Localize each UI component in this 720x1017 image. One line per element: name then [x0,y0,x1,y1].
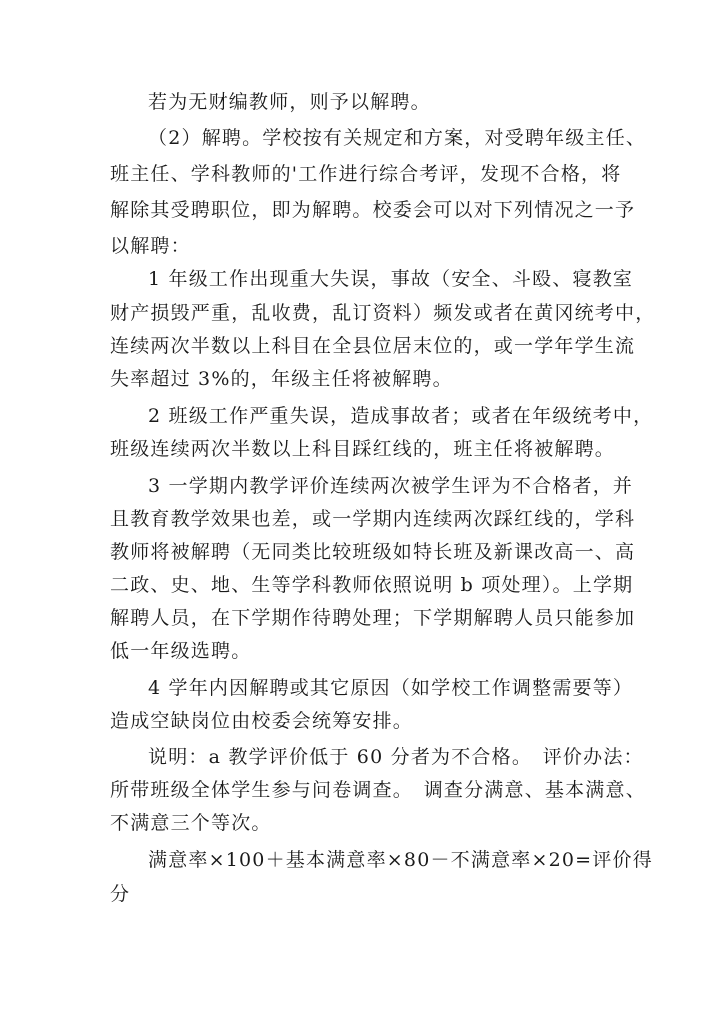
text-line: 低一年级选聘。 [110,640,252,662]
text-line: 所带班级全体学生参与问卷调查。 调查分满意、基本满意、 [110,779,646,801]
text-line: 3 一学期内教学评价连续两次被学生评为不合格者，并 [148,475,634,497]
text-line: 满意率×100＋基本满意率×80－不满意率×20=评价得 [148,849,653,871]
text-line: 说明：a 教学评价低于 60 分者为不合格。 评价办法： [148,746,644,768]
text-line: 二政、史、地、生等学科教师依照说明 b 项处理）。上学期 [110,574,634,596]
text-line: 且教育教学效果也差，或一学期内连续两次踩红线的，学科 [110,508,636,530]
text-line: 班主任、学科教师的'工作进行综合考评，发现不合格，将 [110,163,622,185]
text-line: 造成空缺岗位由校委会统筹安排。 [110,710,414,732]
text-line: 分 [110,883,131,905]
text-line: 解聘人员，在下学期作待聘处理；下学期解聘人员只能参加 [110,607,636,629]
text-line: 财产损毁严重，乱收费，乱订资料）频发或者在黄冈统考中， [110,302,656,324]
text-line: 以解聘： [110,235,191,257]
text-line: 失率超过 3%的，年级主任将被解聘。 [110,368,453,390]
text-line: （2）解聘。学校按有关规定和方案，对受聘年级主任、 [148,127,647,149]
text-line: 1 年级工作出现重大失误，事故（安全、斗殴、寝教室 [148,268,634,290]
text-line: 教师将被解聘（无同类比较班级如特长班及新课改高一、高 [110,541,636,563]
text-line: 连续两次半数以上科目在全县位居末位的，或一学年学生流 [110,335,636,357]
text-line: 班级连续两次半数以上科目踩红线的，班主任将被解聘。 [110,438,616,460]
text-line: 不满意三个等次。 [110,812,272,834]
text-line: 若为无财编教师，则予以解聘。 [148,91,431,113]
text-line: 2 班级工作严重失误，造成事故者；或者在年级统考中， [148,405,654,427]
text-line: 4 学年内因解聘或其它原因（如学校工作调整需要等） [148,677,634,699]
text-line: 解除其受聘职位，即为解聘。校委会可以对下列情况之一予 [110,199,636,221]
